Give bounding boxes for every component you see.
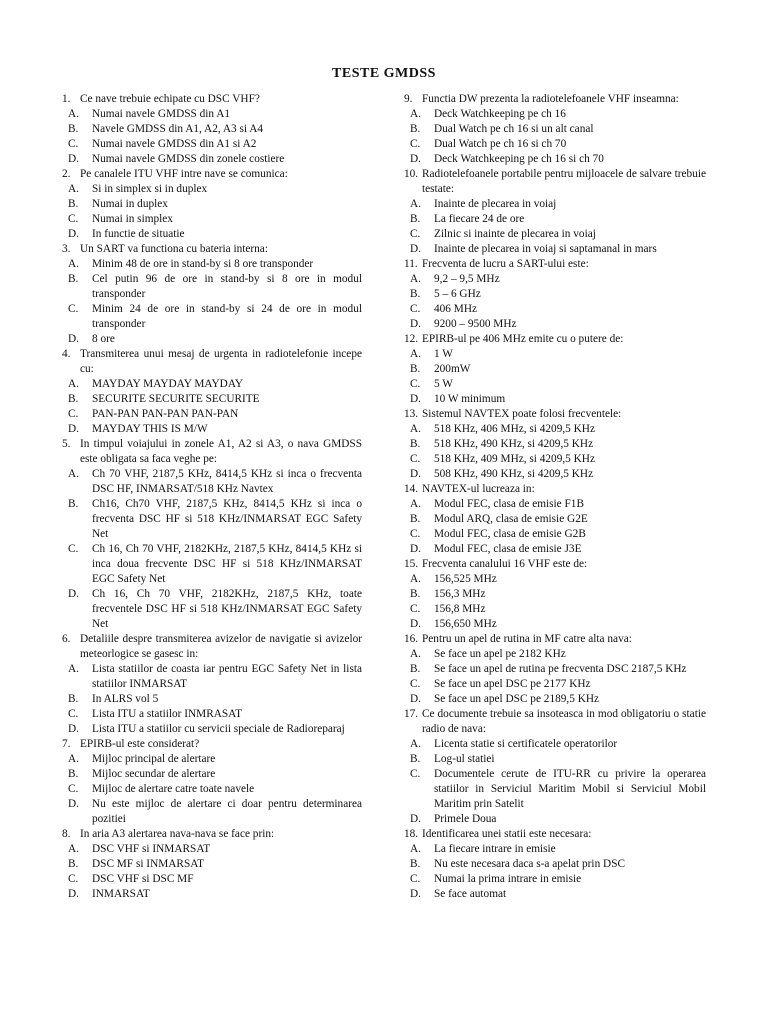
answer-option <box>404 872 706 887</box>
option-letter: C. <box>68 408 79 420</box>
answer-option <box>62 122 362 137</box>
answer-option <box>62 752 362 767</box>
answer-option <box>62 857 362 872</box>
answer-option <box>62 272 362 302</box>
option-letter: A. <box>68 843 79 855</box>
question-text: Sistemul NAVTEX poate folosi frecventele: <box>422 408 622 420</box>
option-text: Licenta statie si certificatele operatorilor <box>434 738 618 750</box>
option-text: Ch 16, Ch 70 VHF, 2182KHz, 2187,5 KHz, 8414,5 KHz si inca doua frecvente DSC HF si 518 KHz/INMARSAT EGC Safety Net <box>92 543 362 585</box>
question-number: 3. <box>62 243 71 255</box>
option-letter: A. <box>410 198 421 210</box>
question-10 <box>404 167 706 197</box>
answer-option <box>62 257 362 272</box>
option-text: In functie de situatie <box>92 228 185 240</box>
option-text: Numai navele GMDSS din A1 <box>92 108 231 120</box>
option-letter: C. <box>410 453 421 465</box>
question-4 <box>62 347 362 377</box>
left-question-column <box>62 92 362 902</box>
option-letter: D. <box>68 798 79 810</box>
question-number: 7. <box>62 738 71 750</box>
option-letter: C. <box>68 213 79 225</box>
answer-option <box>404 152 706 167</box>
right-question-column <box>404 92 706 902</box>
question-5 <box>62 437 362 467</box>
option-letter: C. <box>410 678 421 690</box>
option-letter: C. <box>68 543 79 555</box>
option-letter: D. <box>410 243 421 255</box>
question-number: 14. <box>404 483 419 495</box>
question-text: Identificarea unei statii este necesara: <box>422 828 592 840</box>
option-text: 156,8 MHz <box>434 603 486 615</box>
option-letter: D. <box>410 693 421 705</box>
answer-option <box>62 302 362 332</box>
option-letter: C. <box>68 873 79 885</box>
option-letter: B. <box>68 858 79 870</box>
answer-option <box>404 812 706 827</box>
option-letter: B. <box>410 438 421 450</box>
option-text: INMARSAT <box>92 888 150 900</box>
option-text: 156,525 MHz <box>434 573 497 585</box>
question-text: In timpul voiajului in zonele A1, A2 si A3, o nava GMDSS este obligata sa faca veghe pe: <box>80 438 362 465</box>
option-text: 1 W <box>434 348 453 360</box>
question-text: EPIRB-ul pe 406 MHz emite cu o putere de: <box>422 333 624 345</box>
option-letter: B. <box>68 273 79 285</box>
option-letter: B. <box>410 513 421 525</box>
question-15 <box>404 557 706 572</box>
answer-option <box>404 647 706 662</box>
option-letter: D. <box>68 153 79 165</box>
option-text: Mijloc de alertare catre toate navele <box>92 783 255 795</box>
option-text: Inainte de plecarea in voiaj <box>434 198 557 210</box>
option-letter: C. <box>410 228 421 240</box>
option-text: Se face automat <box>434 888 507 900</box>
option-letter: A. <box>410 573 421 585</box>
question-text: Pentru un apel de rutina in MF catre alta nava: <box>422 633 632 645</box>
option-text: Inainte de plecarea in voiaj si saptamanal in mars <box>434 243 657 255</box>
option-letter: D. <box>68 333 79 345</box>
answer-option <box>404 392 706 407</box>
option-letter: D. <box>410 153 421 165</box>
answer-option <box>404 587 706 602</box>
option-text: Numai navele GMDSS din A1 si A2 <box>92 138 257 150</box>
option-letter: A. <box>68 183 79 195</box>
option-text: Dual Watch pe ch 16 si un alt canal <box>434 123 594 135</box>
option-letter: D. <box>68 423 79 435</box>
question-2 <box>62 167 362 182</box>
option-letter: A. <box>68 663 79 675</box>
option-text: PAN-PAN PAN-PAN PAN-PAN <box>92 408 239 420</box>
question-number: 15. <box>404 558 419 570</box>
option-text: Numai in simplex <box>92 213 173 225</box>
option-text: DSC VHF si INMARSAT <box>92 843 211 855</box>
option-text: Si in simplex si in duplex <box>92 183 208 195</box>
answer-option <box>62 182 362 197</box>
answer-option <box>404 317 706 332</box>
question-number: 13. <box>404 408 419 420</box>
option-text: Se face un apel DSC pe 2189,5 KHz <box>434 693 600 705</box>
question-8 <box>62 827 362 842</box>
option-letter: C. <box>410 138 421 150</box>
option-letter: A. <box>410 498 421 510</box>
question-text: Pe canalele ITU VHF intre nave se comunica: <box>80 168 288 180</box>
question-text: EPIRB-ul este considerat? <box>80 738 200 750</box>
answer-option <box>62 722 362 737</box>
answer-option <box>62 227 362 242</box>
option-text: Minim 48 de ore in stand-by si 8 ore transponder <box>92 258 314 270</box>
option-letter: B. <box>410 588 421 600</box>
question-text: Frecventa canalului 16 VHF este de: <box>422 558 588 570</box>
option-text: Numai la prima intrare in emisie <box>434 873 582 885</box>
option-text: 8 ore <box>92 333 115 345</box>
option-text: Modul FEC, clasa de emisie F1B <box>434 498 584 510</box>
question-number: 18. <box>404 828 419 840</box>
answer-option <box>404 272 706 287</box>
answer-option <box>62 662 362 692</box>
answer-option <box>404 857 706 872</box>
answer-option <box>62 872 362 887</box>
option-letter: D. <box>68 723 79 735</box>
answer-option <box>404 602 706 617</box>
option-letter: D. <box>410 468 421 480</box>
option-text: 518 KHz, 406 MHz, si 4209,5 KHz <box>434 423 595 435</box>
option-text: Modul FEC, clasa de emisie G2B <box>434 528 586 540</box>
answer-option <box>404 287 706 302</box>
option-text: Numai navele GMDSS din zonele costiere <box>92 153 285 165</box>
option-text: Deck Watchkeeping pe ch 16 <box>434 108 566 120</box>
answer-option <box>404 497 706 512</box>
option-letter: C. <box>410 303 421 315</box>
question-number: 8. <box>62 828 71 840</box>
question-number: 9. <box>404 93 413 105</box>
option-text: 508 KHz, 490 KHz, si 4209,5 KHz <box>434 468 594 480</box>
answer-option <box>62 422 362 437</box>
option-letter: D. <box>410 618 421 630</box>
question-number: 17. <box>404 708 419 720</box>
option-letter: A. <box>410 648 421 660</box>
option-letter: D. <box>68 588 79 600</box>
option-text: Documentele cerute de ITU-RR cu privire la operarea statiilor in Serviciul Maritim Mobil si Serviciul Mobil Maritim prin Satelit <box>434 768 706 810</box>
option-letter: B. <box>68 693 79 705</box>
question-number: 12. <box>404 333 419 345</box>
question-14 <box>404 482 706 497</box>
option-text: Numai in duplex <box>92 198 168 210</box>
answer-option <box>404 887 706 902</box>
question-6 <box>62 632 362 662</box>
option-text: Lista ITU a statiilor INMRASAT <box>92 708 242 720</box>
answer-option <box>404 452 706 467</box>
option-letter: B. <box>68 198 79 210</box>
question-number: 6. <box>62 633 71 645</box>
question-number: 5. <box>62 438 71 450</box>
question-number: 1. <box>62 93 71 105</box>
option-text: 5 W <box>434 378 453 390</box>
question-text: In aria A3 alertarea nava-nava se face prin: <box>80 828 275 840</box>
option-letter: B. <box>410 123 421 135</box>
option-text: Navele GMDSS din A1, A2, A3 si A4 <box>92 123 264 135</box>
question-number: 11. <box>404 258 418 270</box>
answer-option <box>404 377 706 392</box>
option-letter: A. <box>68 753 79 765</box>
option-letter: C. <box>410 603 421 615</box>
option-letter: A. <box>68 378 79 390</box>
answer-option <box>62 497 362 542</box>
answer-option <box>404 137 706 152</box>
question-text: NAVTEX-ul lucreaza in: <box>422 483 535 495</box>
option-text: Cel putin 96 de ore in stand-by si 8 ore in modul transponder <box>92 273 362 300</box>
answer-option <box>62 152 362 167</box>
question-3 <box>62 242 362 257</box>
option-text: Se face un apel DSC pe 2177 KHz <box>434 678 591 690</box>
question-text: Radiotelefoanele portabile pentru mijloacele de salvare trebuie testate: <box>422 168 706 195</box>
option-text: Ch 70 VHF, 2187,5 KHz, 8414,5 KHz si inca o frecventa DSC HF, INMARSAT/518 KHz Navtex <box>92 468 362 495</box>
question-number: 2. <box>62 168 71 180</box>
option-text: 156,3 MHz <box>434 588 486 600</box>
question-text: Frecventa de lucru a SART-ului este: <box>422 258 589 270</box>
option-letter: D. <box>410 393 421 405</box>
answer-option <box>404 347 706 362</box>
answer-option <box>62 107 362 122</box>
option-letter: D. <box>68 888 79 900</box>
answer-option <box>62 587 362 632</box>
question-number: 4. <box>62 348 71 360</box>
option-text: Lista statiilor de coasta iar pentru EGC Safety Net in lista statiilor INMARSAT <box>92 663 362 690</box>
answer-option <box>404 692 706 707</box>
option-letter: B. <box>68 393 79 405</box>
option-letter: B. <box>68 768 79 780</box>
option-letter: A. <box>410 738 421 750</box>
answer-option <box>62 692 362 707</box>
answer-option <box>404 122 706 137</box>
option-text: Ch16, Ch70 VHF, 2187,5 KHz, 8414,5 KHz si inca o frecventa DSC HF si 518 KHz/INMARSAT EGC Safety Net <box>92 498 362 540</box>
option-letter: A. <box>410 843 421 855</box>
option-letter: C. <box>410 768 421 780</box>
answer-option <box>62 137 362 152</box>
answer-option <box>404 767 706 812</box>
question-13 <box>404 407 706 422</box>
option-letter: D. <box>410 543 421 555</box>
option-letter: D. <box>68 228 79 240</box>
option-text: Ch 16, Ch 70 VHF, 2182KHz, 2187,5 KHz, toate frecventele DSC HF si 518 KHz/INMARSAT EGC Safety Net <box>92 588 362 630</box>
option-letter: A. <box>68 468 79 480</box>
option-text: Minim 24 de ore in stand-by si 24 de ore in modul transponder <box>92 303 362 330</box>
option-text: Modul FEC, clasa de emisie J3E <box>434 543 582 555</box>
option-letter: C. <box>410 378 421 390</box>
question-18 <box>404 827 706 842</box>
question-text: Ce nave trebuie echipate cu DSC VHF? <box>80 93 260 105</box>
option-text: Se face un apel pe 2182 KHz <box>434 648 566 660</box>
answer-option <box>62 542 362 587</box>
answer-option <box>62 782 362 797</box>
option-text: SECURITE SECURITE SECURITE <box>92 393 260 405</box>
answer-option <box>404 362 706 377</box>
answer-option <box>62 407 362 422</box>
option-letter: A. <box>410 348 421 360</box>
question-text: Ce documente trebuie sa insoteasca in mod obligatoriu o statie radio de nava: <box>422 708 706 735</box>
answer-option <box>404 677 706 692</box>
answer-option <box>404 542 706 557</box>
question-text: Functia DW prezenta la radiotelefoanele VHF inseamna: <box>422 93 679 105</box>
option-letter: A. <box>410 273 421 285</box>
answer-option <box>62 887 362 902</box>
option-text: Zilnic si inainte de plecarea in voiaj <box>434 228 596 240</box>
option-letter: B. <box>68 123 79 135</box>
option-text: 518 KHz, 409 MHz, si 4209,5 KHz <box>434 453 595 465</box>
option-text: Nu este necesara daca s-a apelat prin DSC <box>434 858 626 870</box>
answer-option <box>404 422 706 437</box>
option-text: 9,2 – 9,5 MHz <box>434 273 500 285</box>
option-letter: C. <box>68 708 79 720</box>
question-11 <box>404 257 706 272</box>
page-title: TESTE GMDSS <box>332 66 436 81</box>
option-letter: B. <box>410 858 421 870</box>
question-text: Un SART va functiona cu bateria interna: <box>80 243 268 255</box>
answer-option <box>62 842 362 857</box>
question-text: Transmiterea unui mesaj de urgenta in radiotelefonie incepe cu: <box>80 348 362 375</box>
option-text: MAYDAY MAYDAY MAYDAY <box>92 378 244 390</box>
option-text: 9200 – 9500 MHz <box>434 318 517 330</box>
option-letter: C. <box>410 528 421 540</box>
answer-option <box>404 572 706 587</box>
answer-option <box>404 527 706 542</box>
option-text: DSC VHF si DSC MF <box>92 873 194 885</box>
option-text: 10 W minimum <box>434 393 506 405</box>
answer-option <box>404 242 706 257</box>
answer-option <box>404 302 706 317</box>
answer-option <box>62 212 362 227</box>
answer-option <box>404 512 706 527</box>
question-17 <box>404 707 706 737</box>
question-number: 16. <box>404 633 419 645</box>
answer-option <box>404 737 706 752</box>
option-text: Se face un apel de rutina pe frecventa DSC 2187,5 KHz <box>434 663 687 675</box>
option-text: MAYDAY THIS IS M/W <box>92 423 208 435</box>
answer-option <box>404 107 706 122</box>
option-text: Mijloc principal de alertare <box>92 753 216 765</box>
option-text: 5 – 6 GHz <box>434 288 481 300</box>
question-1 <box>62 92 362 107</box>
option-letter: A. <box>68 108 79 120</box>
option-text: La fiecare intrare in emisie <box>434 843 556 855</box>
question-9 <box>404 92 706 107</box>
answer-option <box>404 617 706 632</box>
answer-option <box>404 197 706 212</box>
option-text: La fiecare 24 de ore <box>434 213 525 225</box>
answer-option <box>62 797 362 827</box>
answer-option <box>62 467 362 497</box>
option-text: Dual Watch pe ch 16 si ch 70 <box>434 138 567 150</box>
answer-option <box>404 662 706 677</box>
option-text: 156,650 MHz <box>434 618 497 630</box>
answer-option <box>404 467 706 482</box>
answer-option <box>404 752 706 767</box>
answer-option <box>62 707 362 722</box>
answer-option <box>62 197 362 212</box>
option-letter: C. <box>68 138 79 150</box>
question-16 <box>404 632 706 647</box>
option-letter: B. <box>410 753 421 765</box>
answer-option <box>404 212 706 227</box>
option-text: Log-ul statiei <box>434 753 495 765</box>
option-text: 406 MHz <box>434 303 477 315</box>
option-letter: B. <box>410 363 421 375</box>
option-text: Lista ITU a statiilor cu servicii speciale de Radioreparaj <box>92 723 345 735</box>
option-letter: A. <box>68 258 79 270</box>
option-letter: B. <box>68 498 79 510</box>
question-12 <box>404 332 706 347</box>
option-letter: B. <box>410 213 421 225</box>
answer-option <box>404 437 706 452</box>
option-letter: D. <box>410 888 421 900</box>
answer-option <box>62 392 362 407</box>
option-text: In ALRS vol 5 <box>92 693 159 705</box>
answer-option <box>404 227 706 242</box>
option-text: DSC MF si INMARSAT <box>92 858 205 870</box>
option-letter: C. <box>68 303 79 315</box>
option-letter: B. <box>410 663 421 675</box>
option-letter: D. <box>410 318 421 330</box>
question-text: Detaliile despre transmiterea avizelor de navigatie si avizelor meteorlogice se gasesc in: <box>80 633 362 660</box>
option-text: Primele Doua <box>434 813 497 825</box>
answer-option <box>404 842 706 857</box>
option-text: Mijloc secundar de alertare <box>92 768 216 780</box>
option-letter: A. <box>410 423 421 435</box>
option-text: Nu este mijloc de alertare ci doar pentru determinarea pozitiei <box>92 798 362 825</box>
answer-option <box>62 767 362 782</box>
question-7 <box>62 737 362 752</box>
option-text: Modul ARQ, clasa de emisie G2E <box>434 513 588 525</box>
option-letter: D. <box>410 813 421 825</box>
option-letter: C. <box>410 873 421 885</box>
answer-option <box>62 377 362 392</box>
option-text: 200mW <box>434 363 471 375</box>
answer-option <box>62 332 362 347</box>
option-text: Deck Watchkeeping pe ch 16 si ch 70 <box>434 153 604 165</box>
option-letter: B. <box>410 288 421 300</box>
option-letter: A. <box>410 108 421 120</box>
option-letter: C. <box>68 783 79 795</box>
question-number: 10. <box>404 168 419 180</box>
option-text: 518 KHz, 490 KHz, si 4209,5 KHz <box>434 438 594 450</box>
